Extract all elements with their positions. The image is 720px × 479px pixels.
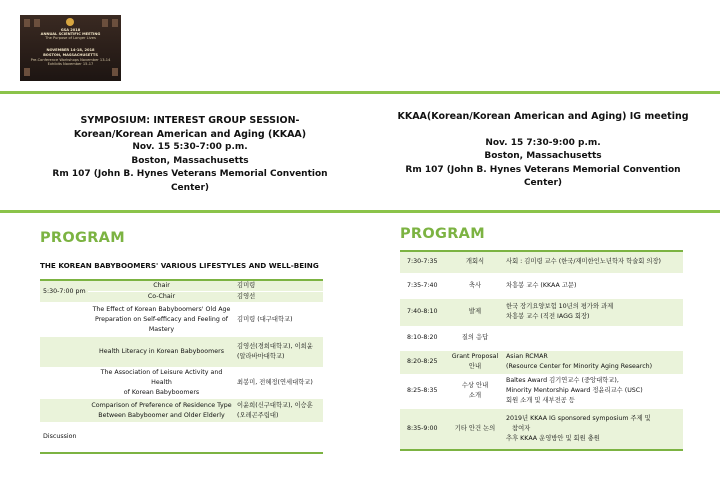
table-row bbox=[40, 303, 323, 337]
agenda-detail: Minority Mentorship Award 정윤리교수 (USC) bbox=[506, 387, 643, 394]
table-row bbox=[40, 337, 323, 368]
agenda-time: 8:35-9:00 bbox=[400, 408, 447, 450]
agenda-item: 안내 bbox=[468, 363, 482, 370]
agenda-time: 7:30-7:35 bbox=[400, 251, 447, 273]
agenda-detail: 사회 : 김미령 교수 (한국/재미한인노년학자 학술회 의장) bbox=[506, 258, 661, 266]
chair-name: 김미령 bbox=[235, 280, 323, 292]
left-session-header bbox=[40, 114, 340, 195]
presenter-affiliation: (오레곤주립대) bbox=[237, 411, 279, 419]
presenter-name: 김미령 (대구대학교) bbox=[237, 315, 293, 323]
table-row bbox=[400, 326, 683, 350]
banner-window bbox=[102, 19, 108, 27]
banner-text: The Purpose of Longer Lives bbox=[45, 36, 96, 40]
agenda-item: 질의 응답 bbox=[461, 334, 489, 341]
agenda-detail: 회원 소개 및 새부전공 등 bbox=[506, 397, 575, 404]
agenda-item: 발제 bbox=[468, 308, 482, 315]
presentation-title: The Association of Leisure Activity and Health bbox=[100, 369, 223, 386]
session-time: 5:30-7:00 pm bbox=[40, 280, 88, 303]
presentation-title: The Effect of Korean Babyboomers' Old Age bbox=[92, 305, 231, 313]
session-city: Boston, Massachusetts bbox=[131, 155, 249, 166]
table-row bbox=[400, 350, 683, 374]
agenda-item: Grant Proposal bbox=[451, 353, 499, 360]
banner-text: BOSTON, MASSACHUSETTS bbox=[43, 53, 98, 57]
table-row bbox=[400, 374, 683, 408]
presenter-name: 김영선(경희대학교), 이희윤 bbox=[237, 343, 313, 350]
agenda-item: 개회식 bbox=[465, 258, 485, 266]
session-title: SYMPOSIUM: INTEREST GROUP SESSION- bbox=[80, 115, 300, 126]
right-session-header bbox=[388, 110, 698, 191]
banner-window bbox=[24, 19, 30, 27]
presenter-name: 이윤희(신구대학교), 이승훈 bbox=[237, 401, 313, 409]
chair-label: Chair bbox=[88, 280, 235, 292]
meeting-title: KKAA(Korean/Korean American and Aging) IG meeting bbox=[397, 111, 689, 122]
meeting-city: Boston, Massachusetts bbox=[484, 151, 602, 161]
divider-top bbox=[0, 91, 720, 94]
agenda-time: 7:40-8:10 bbox=[400, 298, 447, 326]
agenda-detail: 추후 KKAA 운영방안 및 회원 충원 bbox=[506, 434, 600, 442]
meeting-program-table bbox=[400, 250, 683, 451]
banner-text: Exhibits November 15-17 bbox=[47, 62, 94, 66]
symposium-subtitle: THE KOREAN BABYBOOMERS' VARIOUS LIFESTYLES AND WELL-BEING bbox=[40, 261, 319, 270]
agenda-time: 8:25-8:35 bbox=[400, 374, 447, 408]
banner-window bbox=[112, 68, 118, 76]
banner-text: ANNUAL SCIENTIFIC MEETING bbox=[40, 32, 101, 36]
table-row bbox=[400, 251, 683, 273]
table-row bbox=[40, 399, 323, 423]
banner-text: Pre-Conference Workshops November 13-14 bbox=[30, 58, 111, 62]
agenda-detail: 한국 장기요양보험 10년의 평가와 과제 bbox=[506, 303, 614, 310]
right-program-heading: PROGRAM bbox=[400, 226, 485, 242]
agenda-item: 축사 bbox=[468, 281, 482, 289]
cochair-name: 김영선 bbox=[235, 292, 323, 303]
session-date: Nov. 15 5:30-7:00 p.m. bbox=[132, 142, 248, 152]
banner-text: NOVEMBER 14-18, 2018 bbox=[46, 48, 95, 52]
presentation-title: of Korean Babyboomers bbox=[123, 389, 200, 396]
agenda-detail: 차흥봉 교수 (KKAA 고문) bbox=[506, 281, 577, 289]
presentation-title: Comparison of Preference of Residence Type bbox=[91, 401, 232, 409]
agenda-detail: Baltes Award 김기연교수 (중앙대학교), bbox=[506, 377, 619, 384]
agenda-detail: 참여자 bbox=[512, 424, 531, 432]
cochair-label: Co-Chair bbox=[88, 292, 235, 303]
table-row bbox=[400, 298, 683, 326]
agenda-time: 8:20-8:25 bbox=[400, 350, 447, 374]
session-subtitle: Korean/Korean American and Aging (KKAA) bbox=[73, 128, 307, 140]
agenda-time: 8:10-8:20 bbox=[400, 326, 447, 350]
presentation-title: Health Literacy in Korean Babyboomers bbox=[99, 348, 224, 355]
presentation-title: Between Babyboomer and Older Elderly bbox=[98, 411, 225, 419]
left-program-heading: PROGRAM bbox=[40, 230, 125, 246]
meeting-room: Rm 107 (John B. Hynes Veterans Memorial Convention Center) bbox=[405, 164, 681, 188]
banner-window bbox=[112, 19, 118, 27]
symposium-program-table bbox=[40, 279, 323, 454]
agenda-detail: 2019년 KKAA IG sponsored symposium 주제 및 bbox=[506, 414, 651, 422]
presentation-title: Preparation on Self-efficacy and Feeling of bbox=[95, 315, 228, 323]
meeting-date: Nov. 15 7:30-9:00 p.m. bbox=[485, 137, 601, 148]
table-row bbox=[400, 408, 683, 450]
agenda-detail: 차흥봉 교수 (직전 IAGG 회장) bbox=[506, 313, 590, 320]
agenda-item: 수상 안내 bbox=[461, 382, 489, 389]
agenda-detail: (Resource Center for Minority Aging Research) bbox=[506, 363, 653, 370]
divider-middle bbox=[0, 210, 720, 213]
banner-text: GSA 2018 bbox=[60, 28, 81, 32]
table-row bbox=[40, 280, 323, 292]
table-row bbox=[40, 368, 323, 399]
table-row bbox=[40, 423, 323, 453]
agenda-item: 기타 안건 논의 bbox=[454, 424, 496, 432]
gsa-logo-icon bbox=[66, 18, 74, 26]
agenda-detail: Asian RCMAR bbox=[506, 353, 548, 360]
session-room: Rm 107 (John B. Hynes Veterans Memorial Convention Center) bbox=[52, 169, 328, 193]
presentation-title: Mastery bbox=[148, 325, 175, 333]
banner-window bbox=[24, 68, 30, 76]
banner-window bbox=[34, 19, 40, 27]
presenter-name: 최봉미, 전혜정(연세대학교) bbox=[237, 379, 313, 386]
presenter-affiliation: (알라바마대학교) bbox=[237, 353, 285, 360]
agenda-time: 7:35-7:40 bbox=[400, 273, 447, 298]
discussion-label: Discussion bbox=[40, 423, 88, 453]
conference-banner bbox=[20, 15, 121, 81]
table-row bbox=[400, 273, 683, 298]
agenda-item: 소개 bbox=[468, 392, 482, 399]
